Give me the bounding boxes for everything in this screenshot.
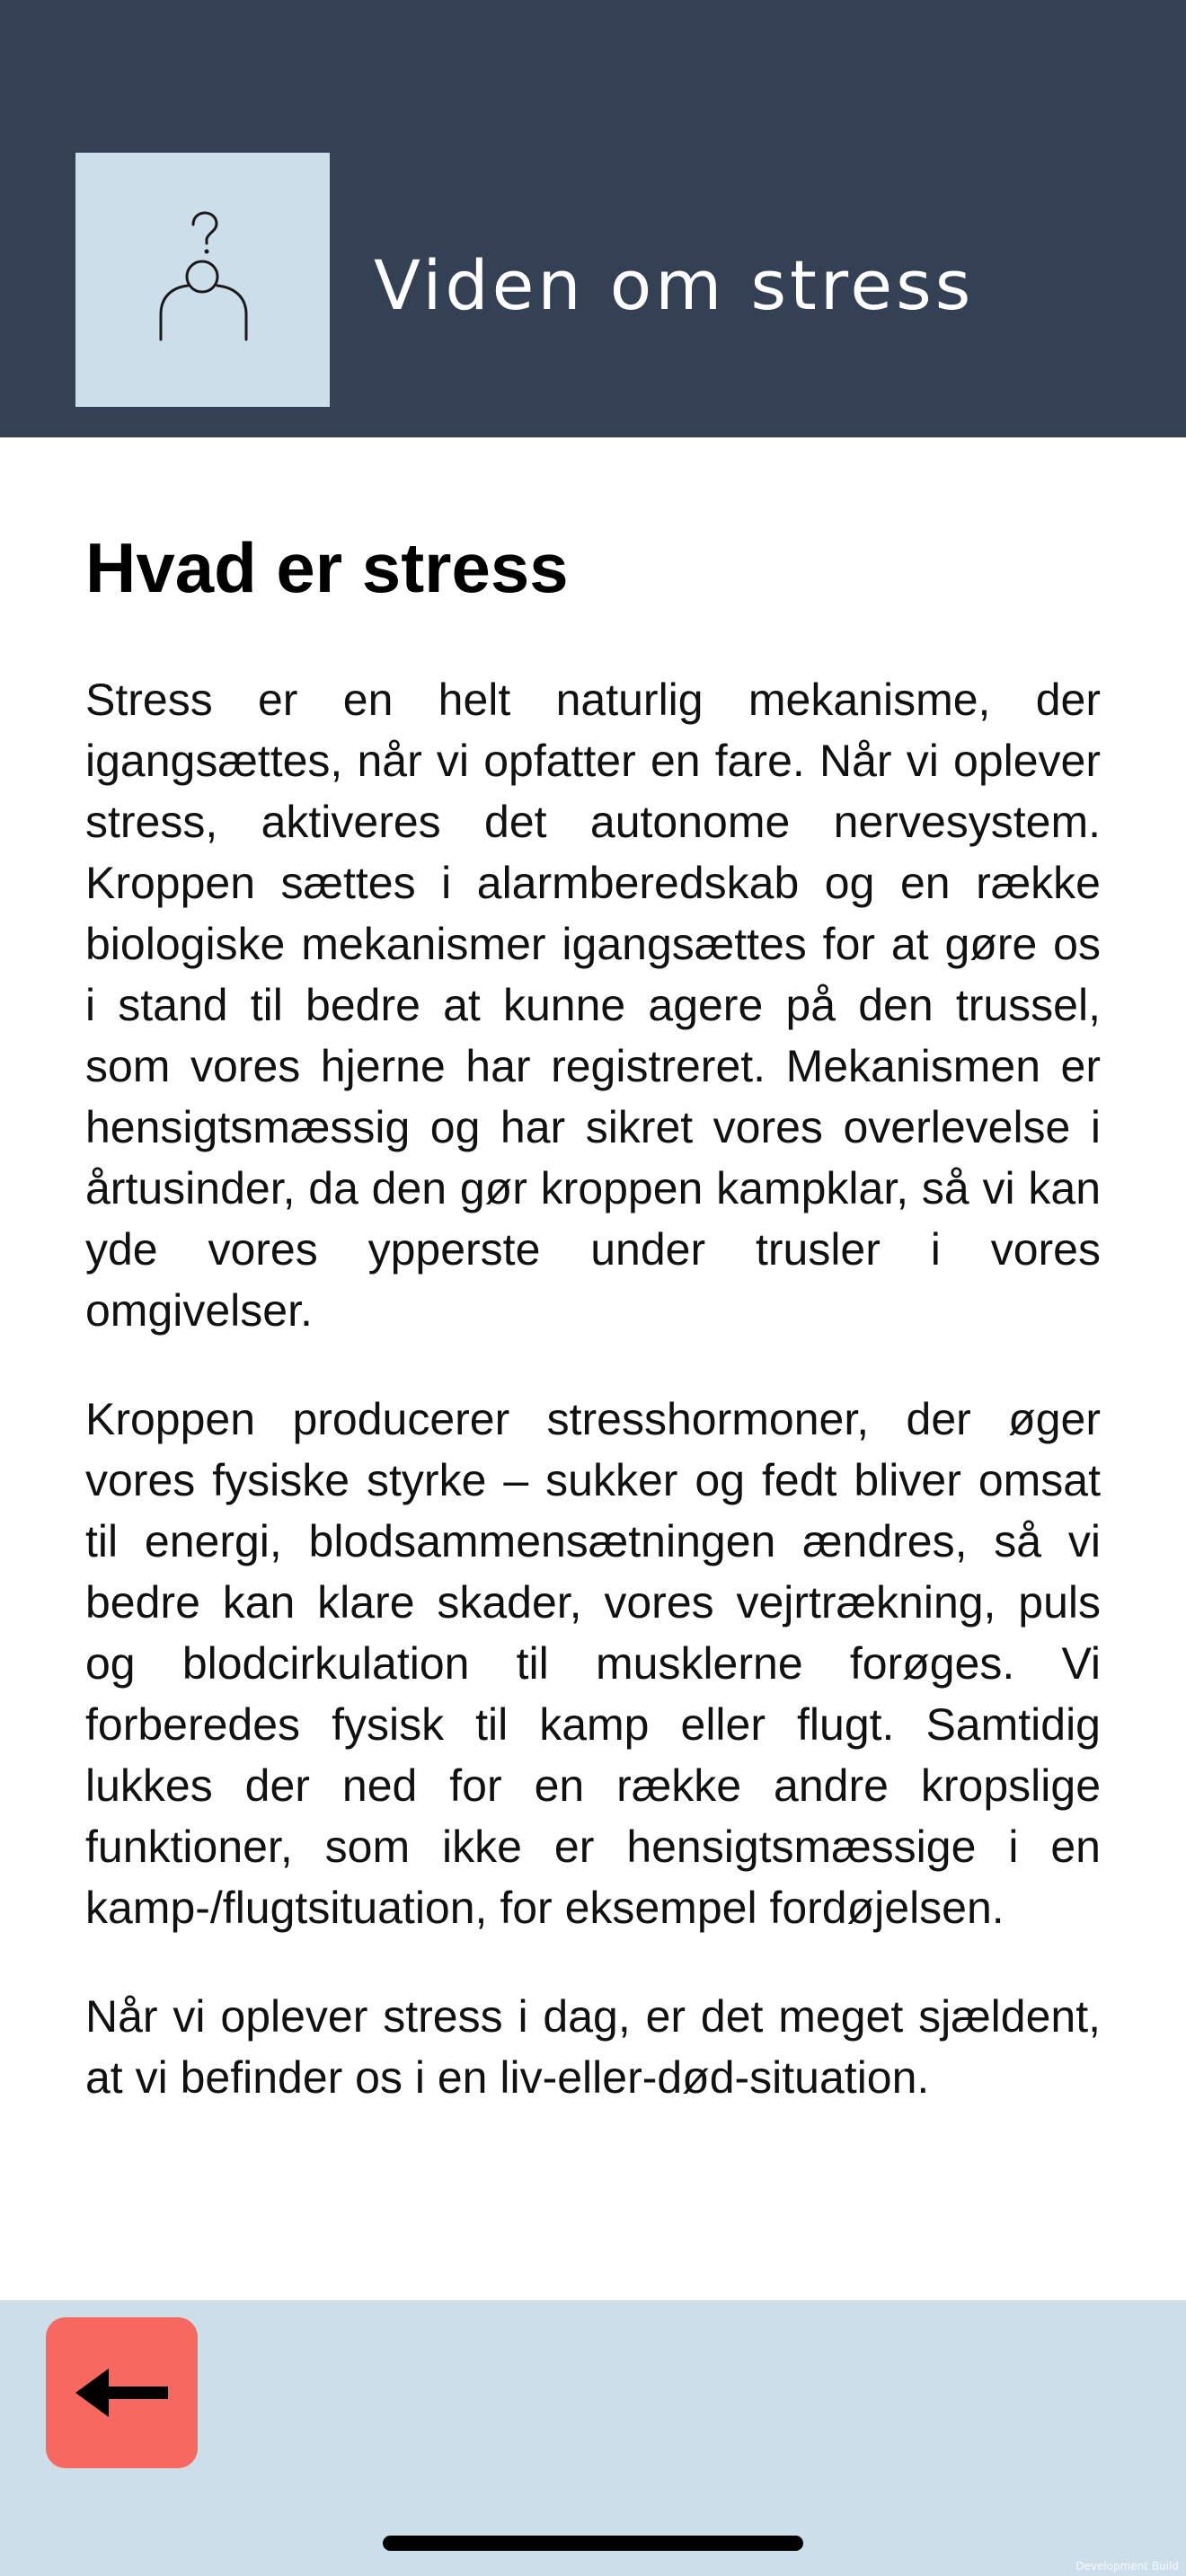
header <box>0 0 1186 437</box>
person-question-icon <box>75 153 330 407</box>
article-heading: Hvad er stress <box>85 528 569 607</box>
home-indicator[interactable] <box>383 2536 803 2551</box>
article-paragraph: Kroppen producerer stresshormoner, der øger vores fysiske styrke – sukker og fedt bliver omsat til energi, blodsammensætningen ændres, så vi bedre kan klare skader, vores vejrtrækning, puls og blodcirkulation til musklerne forøges. Vi forberedes fysisk til kamp eller flugt. Samtidig lukkes der ned for en række andre kropslige funktioner, som ikke er hensigtsmæssige i en kamp-/flugtsituation, for eksempel fordøjelsen. <box>85 1394 1101 1933</box>
header-icon-box <box>75 153 330 407</box>
page-title: Viden om stress <box>374 245 975 325</box>
article <box>85 523 1101 2108</box>
back-button[interactable] <box>46 2317 198 2468</box>
build-label: Development Build <box>1075 2560 1179 2572</box>
article-paragraph: Når vi oplever stress i dag, er det meget sjældent, at vi befinder os i en liv-eller-død-situation. <box>85 1991 1101 2103</box>
article-paragraph: Stress er en helt naturlig mekanisme, der igangsættes, når vi opfatter en fare. Når vi oplever stress, aktiveres det autonome nervesystem. Kroppen sættes i alarmberedskab og en række biologiske mekanismer igangsættes for at gøre os i stand til bedre at kunne agere på den trussel, som vores hjerne har registreret. Mekanismen er hensigtsmæssig og har sikret vores overlevelse i årtusinder, da den gør kroppen kampklar, så vi kan yde vores ypperste under trusler i vores omgivelser. <box>85 675 1101 1336</box>
arrow-left-icon <box>46 2317 198 2468</box>
